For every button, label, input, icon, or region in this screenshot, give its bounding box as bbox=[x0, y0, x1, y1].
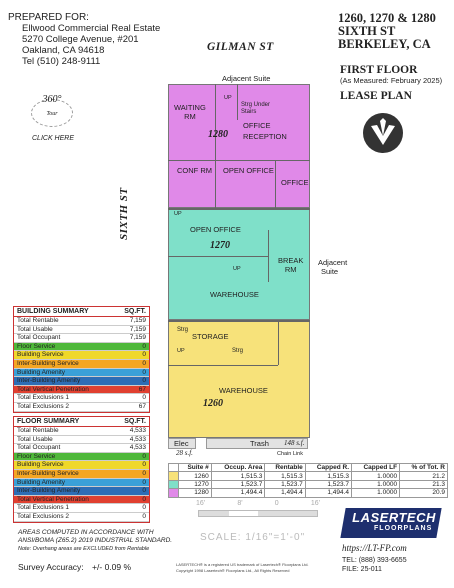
summary-row-label: Total Exclusions 2 bbox=[17, 512, 70, 520]
room-strg-1: Strg bbox=[177, 327, 189, 333]
summary-row bbox=[14, 394, 149, 403]
room-reception: RECEPTION bbox=[243, 132, 287, 141]
summary-row-label: Building Service bbox=[17, 351, 64, 359]
suite-cell-rentable: 1,523.7 bbox=[265, 480, 305, 488]
prepared-for-line: Tel (510) 248-9111 bbox=[22, 56, 101, 67]
summary-row-label: Inter-Building Service bbox=[17, 359, 79, 367]
prepared-for-block bbox=[8, 12, 160, 67]
suite-number-1260: 1260 bbox=[203, 398, 223, 409]
summary-row bbox=[14, 470, 149, 479]
suite-row bbox=[169, 489, 448, 497]
suite-cell-capped-lf: 1.0000 bbox=[352, 472, 400, 480]
elec-area: 28 s.f. bbox=[176, 449, 193, 457]
suite-cell-capped-r: 1,494.4 bbox=[305, 489, 351, 497]
wall bbox=[168, 160, 310, 161]
wall bbox=[168, 256, 268, 257]
tour-degrees: 360° bbox=[42, 94, 62, 105]
click-here-link[interactable]: CLICK HERE bbox=[32, 135, 75, 142]
elec-label: Elec bbox=[174, 439, 189, 448]
suite-cell-pct: 21.2 bbox=[400, 472, 448, 480]
summary-row bbox=[14, 504, 149, 513]
suite-cell-rentable: 1,494.4 bbox=[265, 489, 305, 497]
prepared-for-line: Oakland, CA 94618 bbox=[22, 45, 105, 56]
summary-row bbox=[14, 377, 149, 386]
survey-accuracy bbox=[18, 562, 131, 572]
plan-type: LEASE PLAN bbox=[340, 90, 412, 102]
note-line-2: ANSI/BOMA (Z65.2) 2019 INDUSTRIAL STANDARD. bbox=[18, 537, 173, 544]
summary-row-label: Total Rentable bbox=[17, 427, 59, 434]
summary-row-value: 0 bbox=[142, 504, 146, 512]
summary-row bbox=[14, 317, 149, 326]
summary-row bbox=[14, 403, 149, 412]
suite-cell-capped-lf: 1.0000 bbox=[352, 480, 400, 488]
summary-row bbox=[14, 479, 149, 488]
floor-summary-title: FLOOR SUMMARY bbox=[17, 418, 80, 425]
room-conf: CONF RM bbox=[177, 166, 212, 175]
note-line-3: Note: Overhang areas are EXCLUDED from Rentable bbox=[18, 546, 150, 552]
summary-row-value: 0 bbox=[142, 377, 146, 385]
summary-row bbox=[14, 453, 149, 462]
floor-summary-rows bbox=[14, 427, 149, 522]
summary-row-label: Total Occupant bbox=[17, 444, 61, 452]
summary-row-value: 0 bbox=[142, 469, 146, 477]
room-warehouse-1260: WAREHOUSE bbox=[219, 386, 268, 395]
suite-cell-occup: 1,523.7 bbox=[211, 480, 265, 488]
building-summary-rows bbox=[14, 317, 149, 412]
adjacent-suite-right-line: Adjacent bbox=[318, 258, 348, 267]
summary-row bbox=[14, 351, 149, 360]
measured-date: (As Measured: February 2025) bbox=[340, 76, 443, 85]
summary-row-label: Total Usable bbox=[17, 435, 53, 443]
summary-row-value: 67 bbox=[138, 385, 146, 393]
suite-cell-capped-lf: 1.0000 bbox=[352, 489, 400, 497]
tour-360-button[interactable] bbox=[30, 94, 74, 117]
summary-row-label: Building Amenity bbox=[17, 368, 66, 376]
room-break-line: RM bbox=[284, 265, 297, 274]
summary-row-value: 4,533 bbox=[129, 435, 146, 443]
summary-row-label: Floor Service bbox=[17, 452, 56, 460]
survey-value: +/- 0.09 % bbox=[92, 562, 132, 572]
floor-summary-unit: SQ.FT. bbox=[124, 418, 146, 425]
summary-row-label: Total Vertical Penetration bbox=[17, 495, 89, 503]
suite-color-swatch bbox=[169, 489, 179, 497]
wall bbox=[168, 320, 310, 322]
wall bbox=[168, 365, 278, 366]
scale-text: SCALE: 1/16"=1'-0" bbox=[200, 532, 306, 543]
summary-row-label: Building Amenity bbox=[17, 478, 66, 486]
north-arrow-icon bbox=[362, 112, 404, 154]
room-break bbox=[278, 256, 303, 274]
suite-number-1280: 1280 bbox=[208, 129, 228, 140]
suite-row bbox=[169, 480, 448, 488]
room-strg-2: Strg bbox=[232, 348, 244, 354]
suite-table-body bbox=[169, 472, 448, 497]
lasertech-sub: FLOORPLANS bbox=[374, 525, 433, 532]
wall bbox=[215, 84, 216, 208]
summary-row bbox=[14, 386, 149, 395]
summary-row bbox=[14, 444, 149, 453]
trash-label: Trash bbox=[250, 439, 269, 448]
stair-up-label: UP bbox=[233, 266, 241, 272]
prepared-for-heading: PREPARED FOR: bbox=[8, 12, 89, 23]
trash-area: 148 s.f. bbox=[284, 439, 305, 447]
suite-cell-occup: 1,515.3 bbox=[211, 472, 265, 480]
building-summary-header bbox=[14, 307, 149, 317]
building-summary-title: BUILDING SUMMARY bbox=[17, 308, 89, 315]
summary-row-value: 0 bbox=[142, 512, 146, 520]
strg-under-line: Strg Under bbox=[241, 102, 271, 108]
suite-1260-area bbox=[168, 320, 310, 438]
suite-cell-capped-r: 1,515.3 bbox=[305, 472, 351, 480]
address-line-2: SIXTH ST bbox=[338, 24, 396, 38]
suite-table-header: % of Tot. R bbox=[400, 464, 448, 472]
summary-row-label: Total Occupant bbox=[17, 334, 61, 342]
room-office-top: OFFICE bbox=[243, 121, 271, 130]
room-waiting bbox=[174, 103, 206, 121]
scale-tick: 0 bbox=[274, 500, 279, 507]
building-summary-table bbox=[13, 306, 150, 413]
scale-tick: 16' bbox=[196, 500, 206, 507]
scale-segment bbox=[229, 511, 259, 516]
summary-row-value: 4,533 bbox=[129, 427, 146, 434]
summary-row-value: 0 bbox=[142, 394, 146, 402]
lasertech-file: FILE: 25-011 bbox=[342, 566, 382, 573]
summary-row-value: 7,159 bbox=[129, 317, 146, 324]
summary-row bbox=[14, 436, 149, 445]
summary-row-label: Inter-Building Amenity bbox=[17, 487, 81, 495]
strg-under-line: Stairs bbox=[241, 109, 257, 115]
suite-cell-suite: 1280 bbox=[179, 489, 212, 497]
summary-row-label: Building Service bbox=[17, 461, 64, 469]
room-waiting-line: RM bbox=[184, 112, 196, 121]
lasertech-url[interactable]: https://LT-FP.com bbox=[342, 543, 407, 553]
adjacent-suite-right bbox=[318, 258, 347, 276]
suite-color-swatch bbox=[169, 472, 179, 480]
summary-row-value: 0 bbox=[142, 478, 146, 486]
stair-up-label: UP bbox=[174, 211, 182, 217]
room-break-line: BREAK bbox=[278, 256, 304, 265]
summary-row-value: 0 bbox=[142, 359, 146, 367]
summary-row bbox=[14, 326, 149, 335]
scale-ticks bbox=[196, 500, 320, 507]
room-office-right: OFFICE bbox=[281, 178, 309, 187]
floor-summary-header bbox=[14, 417, 149, 427]
wall bbox=[237, 84, 238, 120]
lasertech-legal-1: LASERTECH® is a registered US trademark of Lasertech® Floorplans Ltd. bbox=[176, 562, 309, 567]
summary-row-value: 0 bbox=[142, 368, 146, 376]
suite-table-header: Capped LF bbox=[352, 464, 400, 472]
room-open-office-1280: OPEN OFFICE bbox=[223, 166, 274, 175]
wall bbox=[278, 320, 279, 365]
stair-up-label: UP bbox=[224, 95, 232, 101]
adjacent-suite-right-line: Suite bbox=[321, 267, 339, 276]
property-address bbox=[338, 12, 436, 51]
summary-row-label: Total Usable bbox=[17, 325, 53, 333]
suite-cell-rentable: 1,515.3 bbox=[265, 472, 305, 480]
prepared-for-line: Ellwood Commercial Real Estate bbox=[22, 23, 161, 34]
standard-note bbox=[18, 529, 172, 553]
building-summary-unit: SQ.FT. bbox=[124, 308, 146, 315]
summary-row-value: 7,159 bbox=[129, 334, 146, 342]
summary-row-label: Total Exclusions 1 bbox=[17, 394, 70, 402]
summary-row bbox=[14, 360, 149, 369]
summary-row-label: Total Vertical Penetration bbox=[17, 385, 89, 393]
lasertech-contact bbox=[342, 556, 407, 574]
summary-row-value: 0 bbox=[142, 495, 146, 503]
suite-cell-pct: 20.9 bbox=[400, 489, 448, 497]
lasertech-logo bbox=[340, 508, 441, 538]
room-storage: STORAGE bbox=[192, 332, 229, 341]
street-side: SIXTH ST bbox=[118, 187, 130, 240]
room-waiting-line: WAITING bbox=[174, 103, 206, 112]
floor-summary-table bbox=[13, 416, 150, 523]
suite-table-header: Capped R. bbox=[305, 464, 351, 472]
street-top: GILMAN ST bbox=[207, 41, 274, 53]
suite-color-swatch bbox=[169, 480, 179, 488]
summary-row bbox=[14, 513, 149, 522]
tour-word: Tour bbox=[46, 111, 58, 117]
lasertech-legal-2: Copyright 1998 Lasertech® Floorplans Ltd., All Rights Reserved bbox=[176, 568, 290, 573]
stair-up-label: UP bbox=[177, 348, 185, 354]
suite-table-header: Occup. Area bbox=[211, 464, 265, 472]
summary-row bbox=[14, 461, 149, 470]
floor-title: FIRST FLOOR bbox=[340, 64, 418, 76]
summary-row bbox=[14, 343, 149, 352]
prepared-for-line: 5270 College Avenue, #201 bbox=[22, 34, 139, 45]
scale-bar bbox=[198, 510, 318, 517]
suite-number-1270: 1270 bbox=[210, 240, 230, 251]
summary-row-value: 0 bbox=[142, 461, 146, 469]
address-line-1: 1260, 1270 & 1280 bbox=[338, 11, 436, 25]
lasertech-legal bbox=[176, 562, 309, 574]
summary-row-value: 0 bbox=[142, 487, 146, 495]
summary-row-value: 67 bbox=[138, 402, 146, 410]
suite-cell-pct: 21.3 bbox=[400, 480, 448, 488]
note-line-1: AREAS COMPUTED IN ACCORDANCE WITH bbox=[18, 529, 154, 536]
summary-row bbox=[14, 369, 149, 378]
scale-tick: 16' bbox=[310, 500, 320, 507]
summary-row-value: 4,533 bbox=[129, 444, 146, 452]
room-strg-under-stairs bbox=[241, 102, 270, 116]
summary-row-label: Total Exclusions 1 bbox=[17, 504, 70, 512]
suite-table-header-row bbox=[169, 464, 448, 472]
scale-tick: 8' bbox=[237, 500, 243, 507]
wall bbox=[268, 230, 269, 282]
chain-link-label: Chain Link bbox=[277, 451, 303, 457]
summary-row-label: Floor Service bbox=[17, 342, 56, 350]
summary-row bbox=[14, 496, 149, 505]
suite-cell-capped-r: 1,523.7 bbox=[305, 480, 351, 488]
room-open-office-1270: OPEN OFFICE bbox=[190, 225, 241, 234]
address-line-3: BERKELEY, CA bbox=[338, 37, 431, 51]
scale-segment bbox=[258, 511, 317, 516]
wall bbox=[168, 208, 310, 210]
summary-row-label: Inter-Building Amenity bbox=[17, 377, 81, 385]
summary-row bbox=[14, 487, 149, 496]
lasertech-tel: TEL: (888) 393-6655 bbox=[342, 557, 407, 564]
suite-area-table bbox=[168, 463, 448, 498]
suite-color-header bbox=[169, 464, 179, 472]
suite-row bbox=[169, 472, 448, 480]
suite-table-header: Suite # bbox=[179, 464, 212, 472]
scale-segment bbox=[199, 511, 229, 516]
summary-row-label: Inter-Building Service bbox=[17, 469, 79, 477]
room-warehouse-1270: WAREHOUSE bbox=[210, 290, 259, 299]
suite-cell-occup: 1,494.4 bbox=[211, 489, 265, 497]
lasertech-brand: LASERTECH bbox=[352, 510, 436, 525]
summary-row bbox=[14, 427, 149, 436]
summary-row-label: Total Exclusions 2 bbox=[17, 402, 70, 410]
summary-row-value: 7,159 bbox=[129, 325, 146, 333]
survey-label: Survey Accuracy: bbox=[18, 562, 84, 572]
summary-row-value: 0 bbox=[142, 351, 146, 359]
wall bbox=[275, 160, 276, 208]
summary-row-value: 0 bbox=[142, 342, 146, 350]
suite-cell-suite: 1270 bbox=[179, 480, 212, 488]
suite-table-header: Rentable bbox=[265, 464, 305, 472]
summary-row-label: Total Rentable bbox=[17, 317, 59, 324]
summary-row bbox=[14, 334, 149, 343]
summary-row-value: 0 bbox=[142, 452, 146, 460]
adjacent-suite-top: Adjacent Suite bbox=[222, 74, 271, 83]
suite-cell-suite: 1260 bbox=[179, 472, 212, 480]
